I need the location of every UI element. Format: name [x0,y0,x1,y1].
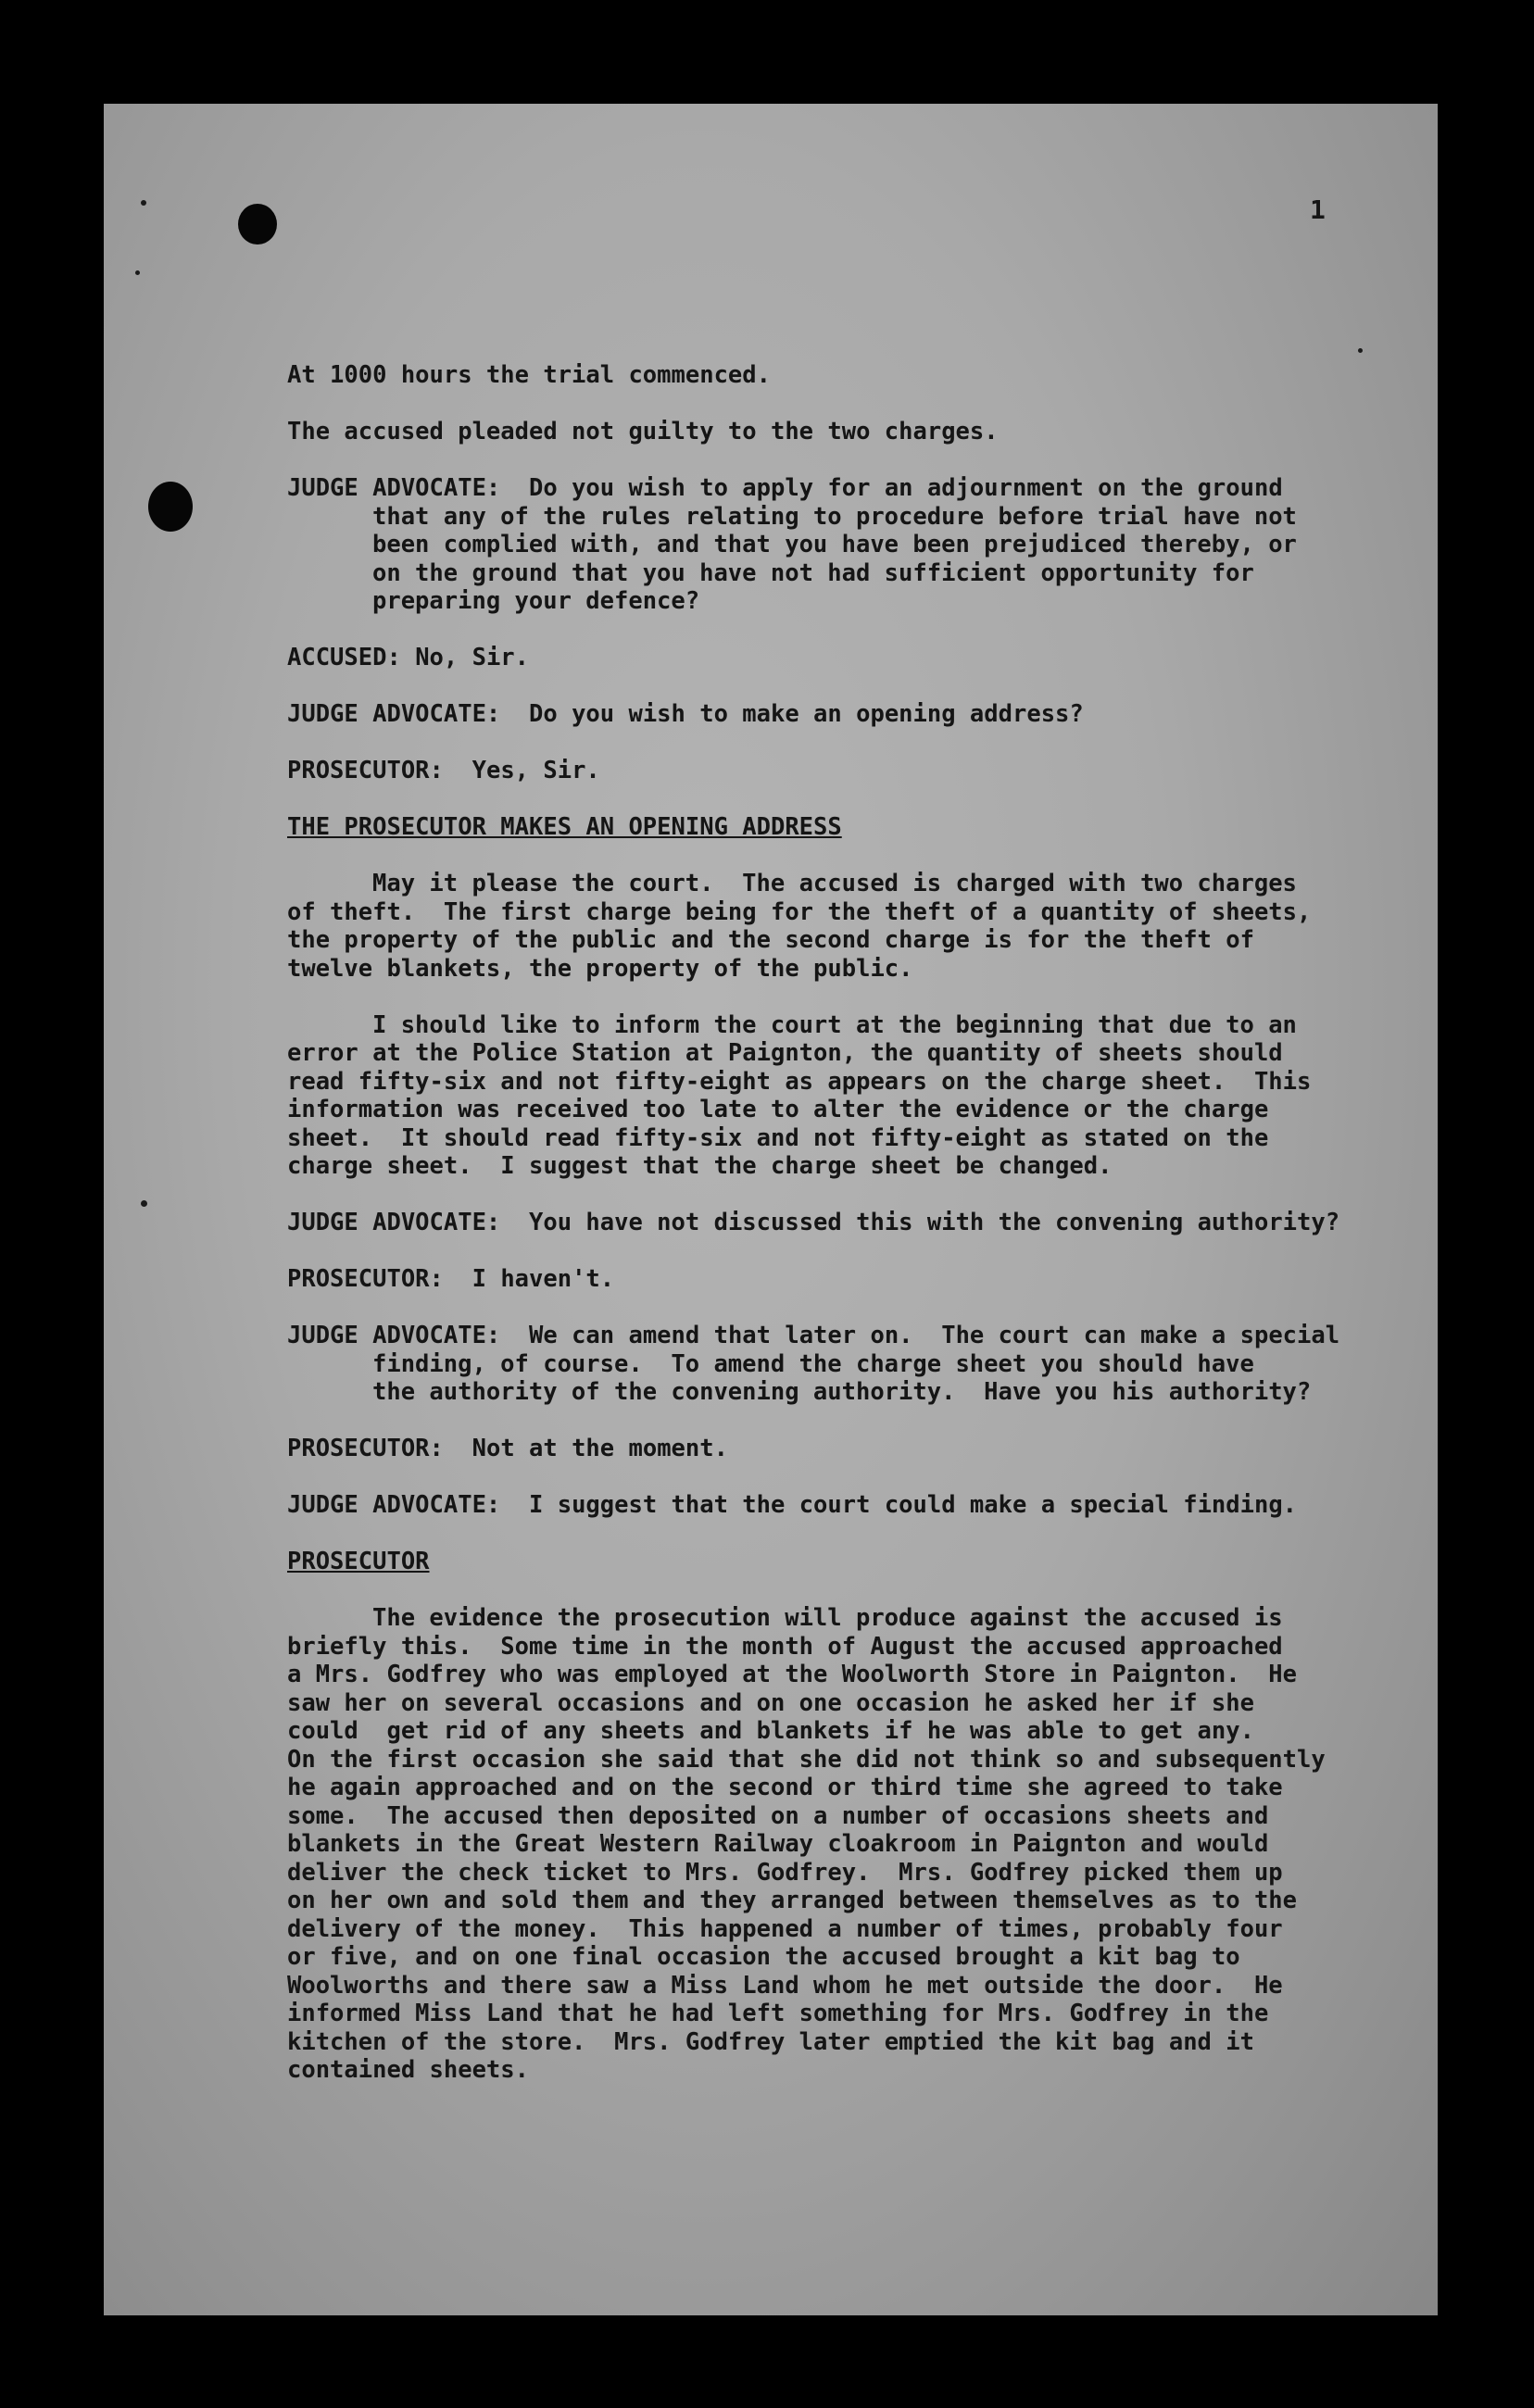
paragraph-line: briefly this. Some time in the month of August the accused approached [287,1632,1283,1661]
trial-commenced-line: At 1000 hours the trial commenced. [287,361,771,389]
utterance-line: We can amend that later on. The court can make a special [529,1322,1340,1349]
utterance-line: that any of the rules relating to procedure before trial have not [372,502,1297,531]
paragraph-line: contained sheets. [287,2056,529,2084]
dust-speck [1358,348,1363,353]
paragraph-line: blankets in the Great Western Railway cloakroom in Paignton and would [287,1830,1269,1858]
dust-speck [141,1200,147,1207]
dust-speck [135,270,140,275]
utterance-line: finding, of course. To amend the charge sheet you should have [372,1349,1254,1378]
exchange-judge-advocate-convening [287,1209,1427,1237]
paragraph-line: on her own and sold them and they arranged between themselves as to the [287,1887,1298,1914]
exchange-judge-advocate-amend [287,1322,1427,1407]
speaker-label: PROSECUTOR: [287,1265,444,1293]
speaker-label: ACCUSED: [287,644,401,671]
speaker-label: PROSECUTOR: [287,757,444,784]
exchange-judge-advocate-special-finding [287,1491,1427,1520]
paragraph-line: some. The accused then deposited on a number of occasions sheets and [287,1801,1269,1830]
utterance-line: the authority of the convening authority. Have you his authority? [372,1378,1312,1406]
opening-address-paragraph-2 [287,1011,1427,1181]
utterance-line: Yes, Sir. [472,757,600,784]
paragraph-line: information was received too late to alter the evidence or the charge [287,1096,1269,1123]
paragraph-line: Woolworths and there saw a Miss Land whom he met outside the door. He [287,1971,1283,2000]
speaker-label: JUDGE ADVOCATE: [287,1322,501,1349]
paragraph-line: On the first occasion she said that she did not think so and subsequently [287,1745,1326,1774]
paragraph-line: of theft. The first charge being for the theft of a quantity of sheets, [287,897,1312,926]
paragraph-line: or five, and on one final occasion the accused brought a kit bag to [287,1943,1240,1971]
paragraph-line: twelve blankets, the property of the public. [287,954,913,983]
paragraph-line: The evidence the prosecution will produce against the accused is [372,1604,1283,1632]
punch-hole-top [238,204,277,245]
paragraph-line: informed Miss Land that he had left something for Mrs. Godfrey in the [287,2000,1269,2027]
utterance-line: on the ground that you have not had sufficient opportunity for [372,558,1254,587]
utterance-line: Do you wish to make an opening address? [529,700,1084,728]
exchange-prosecutor-yes [287,757,1427,785]
transcript-body [287,361,1427,2113]
paragraph-line: delivery of the money. This happened a number of times, probably four [287,1914,1283,1943]
paragraph-line: sheet. It should read fifty-six and not fifty-eight as stated on the [287,1123,1269,1152]
paragraph-line: error at the Police Station at Paignton, the quantity of sheets should [287,1039,1283,1067]
paragraph-line: charge sheet. I suggest that the charge sheet be changed. [287,1152,1113,1180]
prosecution-evidence-paragraph [287,1604,1427,2085]
opening-address-paragraph-1 [287,870,1427,983]
speaker-label: JUDGE ADVOCATE: [287,1209,501,1236]
exchange-prosecutor-not-at-moment [287,1435,1427,1463]
utterance-line: I haven't. [472,1265,615,1293]
page-number: 1 [1310,194,1326,225]
speaker-label: PROSECUTOR: [287,1435,444,1462]
utterance-line: preparing your defence? [372,587,700,615]
plea-line: The accused pleaded not guilty to the two charges. [287,418,999,445]
dust-speck [141,200,146,206]
utterance-line: Do you wish to apply for an adjournment on the ground [529,474,1283,502]
paragraph-line: could get rid of any sheets and blankets if he was able to get any. [287,1717,1254,1745]
exchange-judge-advocate-opening [287,700,1427,729]
paragraph-line: I should like to inform the court at the beginning that due to an [372,1010,1297,1039]
paragraph-line: read fifty-six and not fifty-eight as appears on the charge sheet. This [287,1067,1312,1096]
paragraph-line: May it please the court. The accused is charged with two charges [372,870,1297,897]
speaker-label: JUDGE ADVOCATE: [287,700,501,728]
utterance-line: Not at the moment. [472,1435,728,1462]
utterance-line: I suggest that the court could make a special finding. [529,1491,1298,1519]
utterance-line: No, Sir. [415,644,530,671]
utterance-line: You have not discussed this with the convening authority? [529,1209,1340,1236]
document-page [104,104,1438,2315]
exchange-accused-reply [287,644,1427,672]
paragraph-line: he again approached and on the second or third time she agreed to take [287,1774,1283,1801]
section-heading-prosecutor: PROSECUTOR [287,1548,430,1575]
punch-hole-middle [148,482,193,532]
exchange-prosecutor-havent [287,1265,1427,1294]
speaker-label: JUDGE ADVOCATE: [287,474,501,502]
section-heading-opening-address: THE PROSECUTOR MAKES AN OPENING ADDRESS [287,813,842,841]
paragraph-line: saw her on several occasions and on one occasion he asked her if she [287,1688,1254,1717]
paragraph-line: the property of the public and the second charge is for the theft of [287,926,1254,954]
exchange-judge-advocate-adjournment [287,474,1427,616]
speaker-label: JUDGE ADVOCATE: [287,1491,501,1519]
paragraph-line: a Mrs. Godfrey who was employed at the Woolworth Store in Paignton. He [287,1661,1298,1688]
utterance-line: been complied with, and that you have been prejudiced thereby, or [372,531,1297,558]
paragraph-line: kitchen of the store. Mrs. Godfrey later emptied the kit bag and it [287,2027,1254,2056]
paragraph-line: deliver the check ticket to Mrs. Godfrey. Mrs. Godfrey picked them up [287,1858,1283,1887]
